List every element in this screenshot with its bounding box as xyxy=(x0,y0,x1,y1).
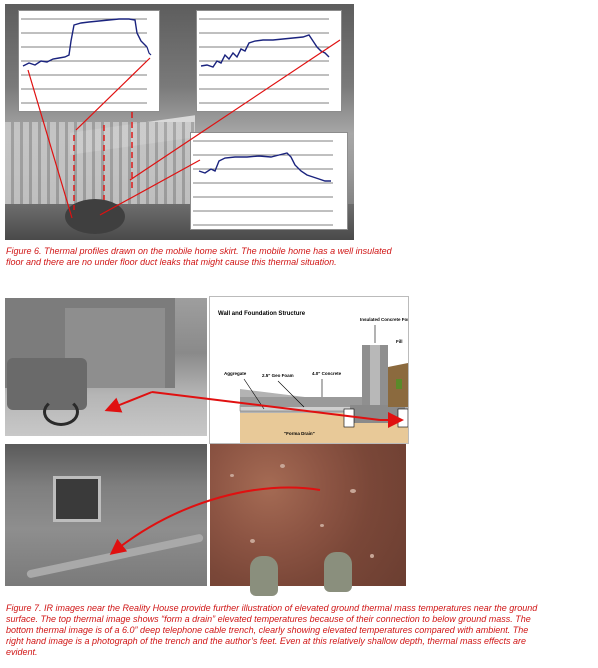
label-concrete: 4.0" Concrete xyxy=(312,371,342,376)
label-geo-foam: 2.5" Geo Foam xyxy=(262,373,294,378)
label-aggregate: Aggregate xyxy=(224,371,247,376)
label-fill: Fill xyxy=(396,339,403,344)
figure-7-caption: Figure 7. IR images near the Reality House provide further illustration of elevated ground thermal mass temperatures near the ground surface. The top thermal image shows “form a drain” elevated temperatures because of their connection to below ground mass. The bottom thermal image is of a 6.0” deep telephone cable trench, clearly showing elevated temperatures compared with ambient. The right hand image is a photograph of the trench and the author’s feet. Even at this relatively shallow depth, thermal mass effects are evident. xyxy=(6,603,538,657)
figure-6-caption: Figure 6. Thermal profiles drawn on the mobile home skirt. The mobile home has a well insulated floor and there are no under floor duct leaks that might cause this thermal situation. xyxy=(6,246,392,267)
fig6-annotation-lines xyxy=(0,0,360,240)
label-forma-drain: "Forma Drain" xyxy=(284,431,315,436)
diagram-title: Wall and Foundation Structure xyxy=(218,311,306,317)
fig7-arrows xyxy=(0,290,410,600)
label-insulated-form: Insulated Concrete Form xyxy=(360,317,408,322)
